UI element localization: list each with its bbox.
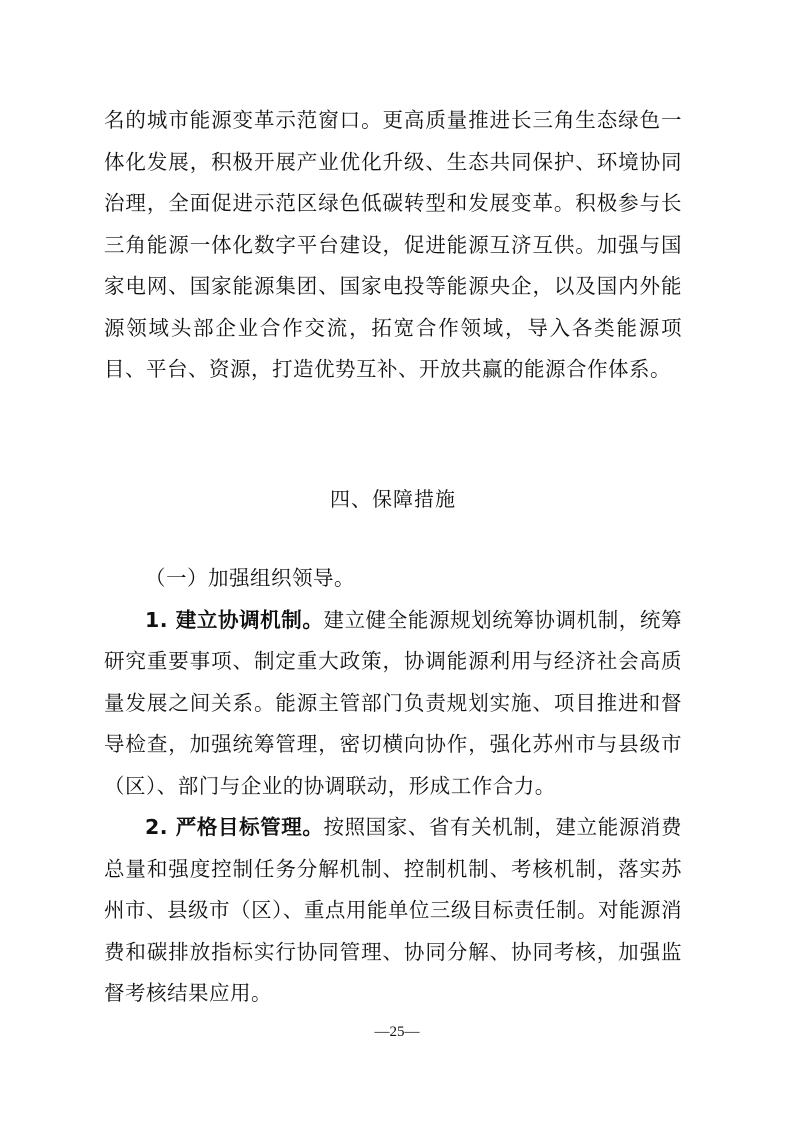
numbered-item-2	[104, 807, 682, 1015]
item-2-text: 按照国家、省有关机制，建立能源消费总量和强度控制任务分解机制、控制机制、考核机制，落实苏州市、县级市（区）、重点用能单位三级目标责任制。对能源消费和碳排放指标实行协同管理、协同分解、协同考核，加强监督考核结果应用。	[104, 815, 682, 1005]
item-2-lead: 2. 严格目标管理。	[145, 815, 324, 839]
numbered-item-1	[104, 600, 682, 808]
subsection-title: （一）加强组织领导。	[145, 566, 355, 590]
item-1-text: 建立健全能源规划统筹协调机制，统筹研究重要事项、制定重大政策，协调能源利用与经济社会高质量发展之间关系。能源主管部门负责规划实施、项目推进和督导检查，加强统筹管理，密切横向协作，强化苏州市与县级市（区）、部门与企业的协调联动，形成工作合力。	[104, 607, 682, 798]
section-title: 四、保障措施	[330, 486, 456, 511]
item-1-lead: 1. 建立协调机制。	[145, 607, 324, 632]
page-number: —25—	[374, 1024, 420, 1040]
continuation-paragraph: 名的城市能源变革示范窗口。更高质量推进长三角生态绿色一体化发展，积极开展产业优化升级、生态共同保护、环境协同治理，全面促进示范区绿色低碳转型和发展变革。积极参与长三角能源一体化数字平台建设，促进能源互济互供。加强与国家电网、国家能源集团、国家电投等能源央企，以及国内外能源领域头部企业合作交流，拓宽合作领域，导入各类能源项目、平台、资源，打造优势互补、开放共赢的能源合作体系。	[104, 108, 682, 381]
document-body	[104, 100, 682, 1015]
